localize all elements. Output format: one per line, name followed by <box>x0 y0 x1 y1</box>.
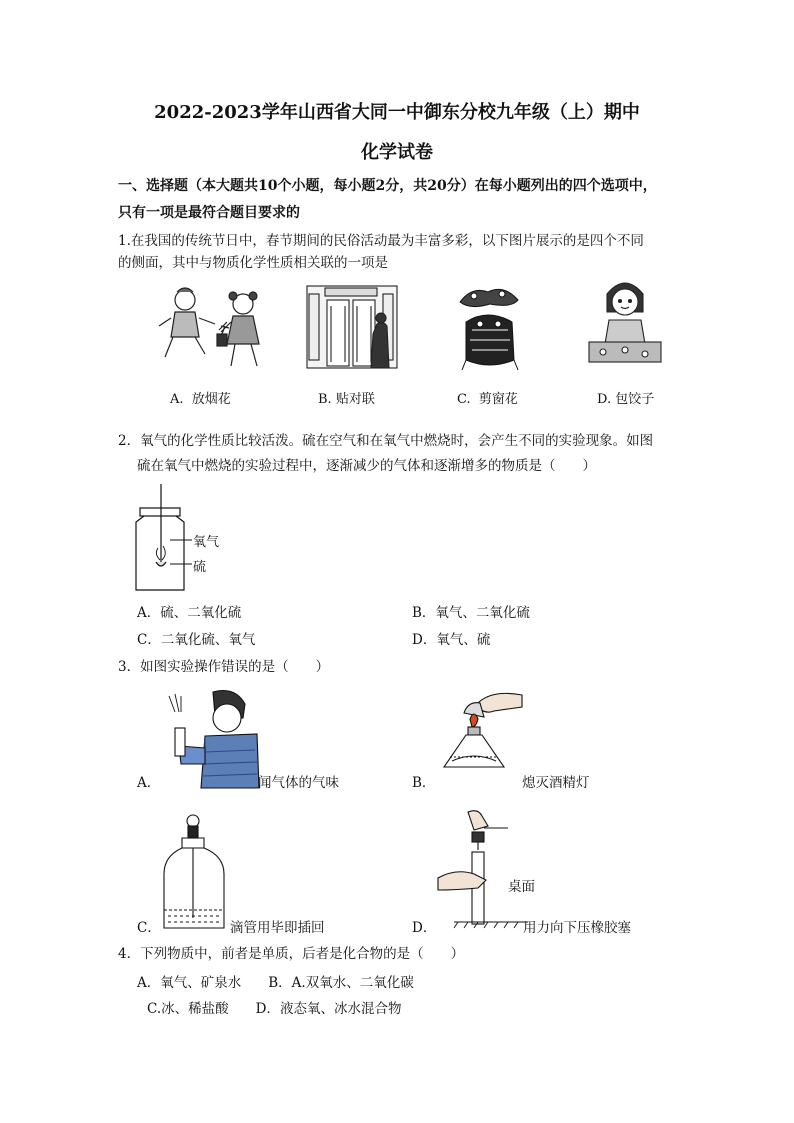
label-oxygen: 氧气 <box>193 535 220 550</box>
fireworks-illustration <box>155 282 275 372</box>
q3-option-b-caption: 熄灭酒精灯 <box>522 775 590 791</box>
q1-option-d-text: 包饺子 <box>615 392 655 407</box>
q4-options-row1[interactable]: A．氧气、矿泉水 B．A.双氧水、二氧化碳 <box>137 975 414 991</box>
q1-option-a[interactable] <box>170 388 231 407</box>
q3-stem: 3．如图实验操作错误的是（ ） <box>118 659 330 675</box>
q1-option-b-text: 贴对联 <box>335 392 375 407</box>
q2-stem-line1: 2．氧气的化学性质比较活泼。硫在空气和在氧气中燃烧时，会产生不同的实验现象。如图 <box>118 433 654 449</box>
page-title: 2022-2023学年山西省大同一中御东分校九年级（上）期中 <box>154 102 640 123</box>
q3-option-a-caption: 闻气体的气味 <box>258 775 339 791</box>
q1-option-b[interactable] <box>318 388 375 407</box>
section-heading-line2: 只有一项是最符合题目要求的 <box>118 205 300 221</box>
q1-option-c-text: 剪窗花 <box>478 392 518 407</box>
q2-option-b[interactable]: B．氧气、二氧化硫 <box>412 605 530 621</box>
q2-option-a[interactable]: A．硫、二氧化硫 <box>137 605 242 621</box>
test-tube-stopper-illustration <box>438 808 528 930</box>
q1-option-b-letter: B. <box>318 392 332 407</box>
q2-option-c[interactable]: C．二氧化硫、氧气 <box>137 632 256 648</box>
q1-stem-line1: 1.在我国的传统节日中，春节期间的民俗活动最为丰富多彩，以下图片展示的是四个不同 <box>118 233 644 249</box>
smelling-gas-illustration <box>165 688 260 790</box>
q1-option-a-text: 放烟花 <box>191 392 231 407</box>
q2-option-d[interactable]: D．氧气、硫 <box>412 632 491 648</box>
q1-stem-line2: 的侧面，其中与物质化学性质相关联的一项是 <box>118 255 388 271</box>
dumplings-illustration <box>585 272 665 370</box>
q3-option-c-letter[interactable]: C． <box>137 920 161 936</box>
extinguish-lamp-illustration <box>430 683 525 793</box>
couplets-illustration <box>305 284 400 370</box>
q3-option-d-caption: 用力向下压橡胶塞 <box>523 920 631 936</box>
label-pointer-lines <box>170 538 194 568</box>
section-heading-line1: 一、选择题（本大题共10个小题，每小题2分，共20分）在每小题列出的四个选项中， <box>118 178 657 194</box>
page-subtitle: 化学试卷 <box>361 142 433 163</box>
q2-stem-line2: 硫在氧气中燃烧的实验过程中，逐渐减少的气体和逐渐增多的物质是（ ） <box>137 458 596 474</box>
q3-option-d-letter[interactable]: D． <box>412 920 437 936</box>
q3-option-b-letter[interactable]: B． <box>412 775 436 791</box>
q1-option-d-letter: D. <box>597 392 612 407</box>
q1-option-a-letter: A. <box>170 392 184 407</box>
q1-option-c[interactable] <box>457 388 518 407</box>
paper-cut-illustration <box>452 282 527 372</box>
q4-options-row2[interactable]: C.冰、稀盐酸 D．液态氧、冰水混合物 <box>147 1001 402 1017</box>
dropper-bottle-illustration <box>160 812 230 932</box>
q3-option-c-caption: 滴管用毕即插回 <box>230 920 325 936</box>
q3-option-a-letter[interactable]: A． <box>137 775 161 791</box>
q3-option-d-table-label: 桌面 <box>508 879 535 895</box>
q1-option-d[interactable] <box>597 388 654 407</box>
q4-stem: 4．下列物质中，前者是单质，后者是化合物的是（ ） <box>118 946 465 962</box>
label-sulfur: 硫 <box>193 560 207 575</box>
q1-option-c-letter: C. <box>457 392 471 407</box>
